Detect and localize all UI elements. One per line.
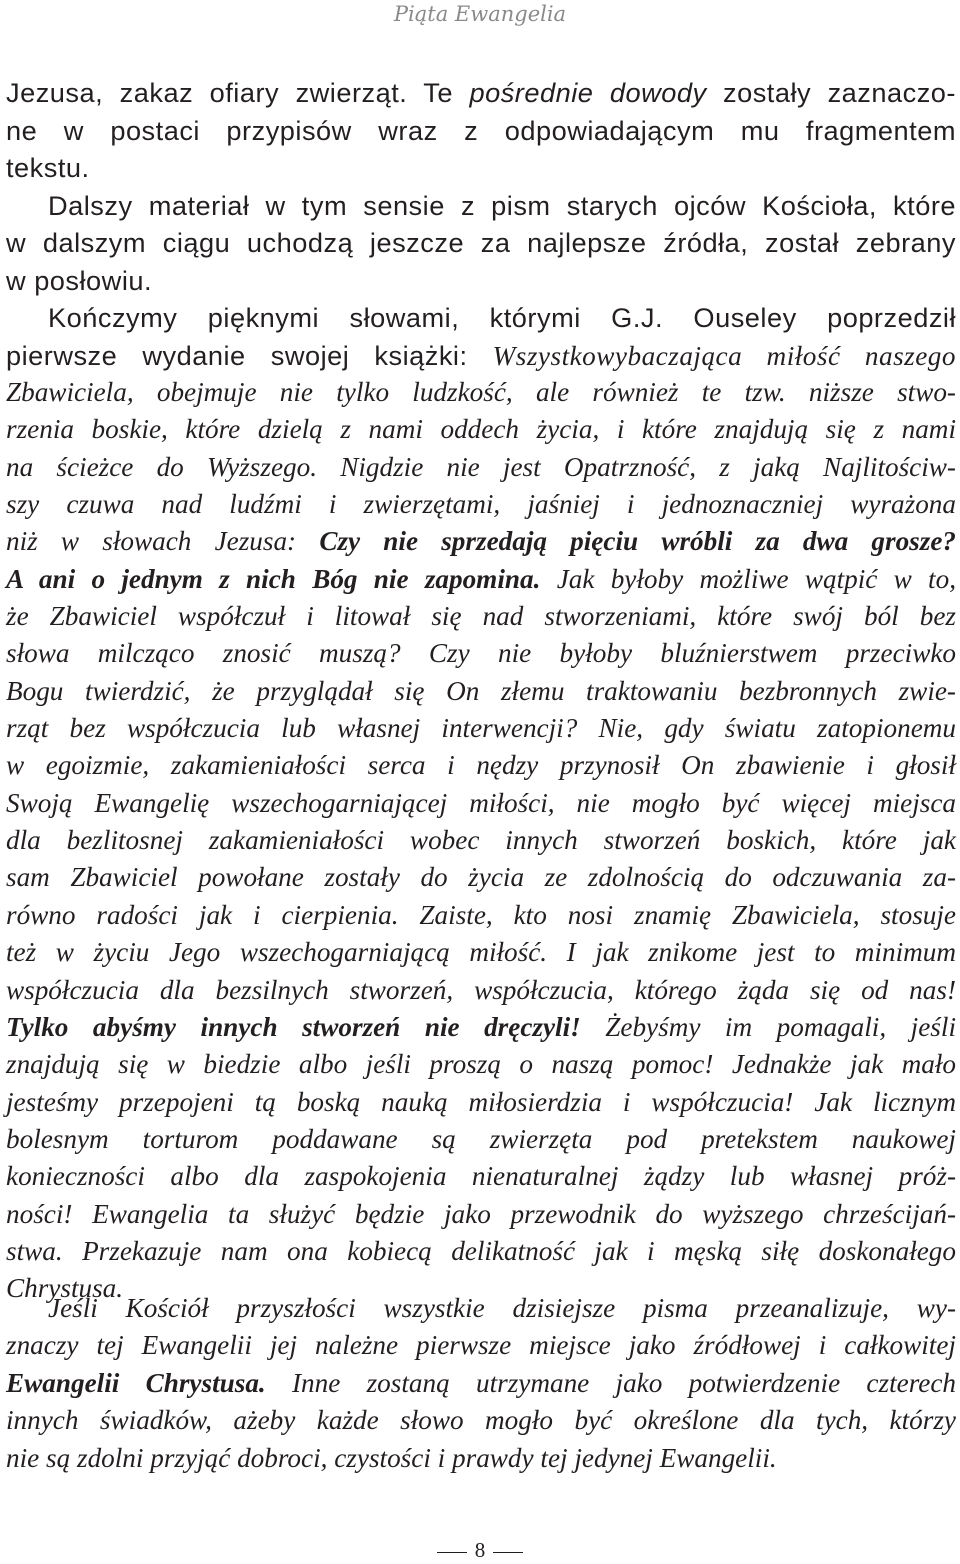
paragraph-3-intro <box>6 299 956 375</box>
text-line: współczucia dla bezsilnych stworzeń, współczucia, którego żąda się od nas! <box>6 974 956 1005</box>
text-line: Ewangelii Chrystusa. Inne zostaną utrzymane jako potwierdzenie czterech <box>6 1367 956 1398</box>
text-line: rząt bez współczucia lub własnej interwencji? Nie, gdy światu zatopionemu <box>6 713 956 744</box>
text-line: Jezusa, zakaz ofiary zwierząt. Te pośrednie dowody zostały zaznaczo- <box>6 77 956 108</box>
emphasis: pośrednie dowody <box>469 77 707 108</box>
text-line: bolesnym torturom poddawane są zwierzęta pod pretekstem naukowej <box>6 1123 956 1154</box>
text-line: Zbawiciela, obejmuje nie tylko ludzkość, ale również te tzw. niższe stwo- <box>6 377 956 407</box>
dash-left <box>437 1552 467 1553</box>
paragraph-1 <box>6 74 956 187</box>
text-line: niż w słowach Jezusa: Czy nie sprzedają pięciu wróbli za dwa grosze? <box>6 526 957 557</box>
text-line: Dalszy materiał w tym sensie z pism starych ojców Kościoła, które <box>48 189 956 221</box>
running-header: Piąta Ewangelia <box>393 2 567 26</box>
page-footer <box>0 1538 960 1563</box>
text-line: rzenia boskie, które dzielą z nami oddech życia, i które znajdują się z nami <box>6 414 956 445</box>
text-line: dla bezlitosnej zakamieniałości wobec innych stworzeń boskich, które jak <box>6 825 956 856</box>
text-line: Kończymy pięknymi słowami, którymi G.J. Ouseley poprzedził <box>48 302 956 333</box>
text-line: równo radości jak i cierpienia. Zaiste, kto nosi znamię Zbawiciela, stosuje <box>6 899 956 930</box>
paragraph-4 <box>6 1290 956 1477</box>
text-line: Bogu twierdzić, że przyglądał się On złemu traktowaniu bezbronnych zwie- <box>6 675 956 706</box>
text-line: A ani o jednym z nich Bóg nie zapomina. Jak byłoby możliwe wątpić w to, <box>6 563 957 594</box>
quote-start: Wszystkowybaczająca miłość naszego <box>492 340 956 371</box>
text-line: w egoizmie, zakamieniałości serca i nędzy przynosił On zbawienie i głosił <box>6 750 956 781</box>
text-line: Jeśli Kościół przyszłości wszystkie dzisiejsze pisma przeanalizuje, wy- <box>48 1293 956 1323</box>
text-line: innych świadków, ażeby każde słowo mogło być określone dla tych, którzy <box>6 1405 956 1436</box>
text-line: Tylko abyśmy innych stworzeń nie dręczyli! Żebyśmy im pomagali, jeśli <box>6 1011 956 1042</box>
text-line: na ścieżce do Wyższego. Nigdzie nie jest Opatrzność, z jaką Najlitościw- <box>6 451 956 482</box>
text-line: znajdują się w biedzie albo jeśli proszą o naszą pomoc! Jednakże jak mało <box>6 1049 956 1080</box>
text-line: konieczności albo dla zaspokojenia nienaturalnej żądzy lub własnej próż- <box>6 1161 956 1192</box>
text-line: że Zbawiciel współczuł i litował się nad stworzeniami, które swój ból bez <box>6 601 956 632</box>
text-line: znaczy tej Ewangelii jej należne pierwsze miejsce jako źródłowej i całkowitej <box>6 1330 956 1361</box>
text-line: w posłowiu. <box>6 264 153 296</box>
paragraph-2 <box>6 187 956 300</box>
text-line: tekstu. <box>6 152 90 183</box>
text-line: słowa milcząco znosić muszą? Czy nie byłoby bluźnierstwem przeciwko <box>6 638 956 669</box>
dash-right <box>493 1552 523 1553</box>
bold-quote: A ani o jednym z nich Bóg nie zapomina. <box>6 563 541 594</box>
quote-block <box>6 374 956 1308</box>
text-line: szy czuwa nad ludźmi i zwierzętami, jaśniej i jednoznaczniej wyrażona <box>6 489 956 520</box>
text-line: pierwsze wydanie swojej książki: Wszystkowybaczająca miłość naszego <box>6 339 956 371</box>
bold-quote: Tylko abyśmy innych stworzeń nie dręczyli! <box>6 1011 581 1042</box>
bold-quote: Ewangelii Chrystusa. <box>6 1367 266 1398</box>
text-line: ne w postaci przypisów wraz z odpowiadającym mu fragmentem <box>6 114 956 146</box>
text-line: Chrystusa. <box>6 1273 124 1304</box>
text-line: Swoją Ewangelię wszechogarniającej miłości, nie mogło być więcej miejsca <box>6 787 956 818</box>
text-line: ności! Ewangelia ta służyć będzie jako przewodnik do wyższego chrześcijań- <box>6 1198 956 1229</box>
page-number: 8 <box>474 1538 486 1562</box>
text-line: stwa. Przekazuje nam ona kobiecą delikatność jak i męską siłę doskonałego <box>6 1235 956 1266</box>
bold-quote: Czy nie sprzedają pięciu wróbli za dwa grosze? <box>319 526 957 557</box>
text-line: jesteśmy przepojeni tą boską nauką miłosierdzia i współczucia! Jak licznym <box>6 1086 956 1117</box>
text-line: sam Zbawiciel powołane zostały do życia ze zdolnością do odczuwania za- <box>6 862 956 893</box>
text-line: też w życiu Jego wszechogarniającą miłość. I jak znikome jest to minimum <box>6 937 956 968</box>
text-line: nie są zdolni przyjąć dobroci, czystości i prawdy tej jedynej Ewangelii. <box>6 1442 777 1473</box>
text-line: w dalszym ciągu uchodzą jeszcze za najlepsze źródła, został zebrany <box>6 227 956 258</box>
